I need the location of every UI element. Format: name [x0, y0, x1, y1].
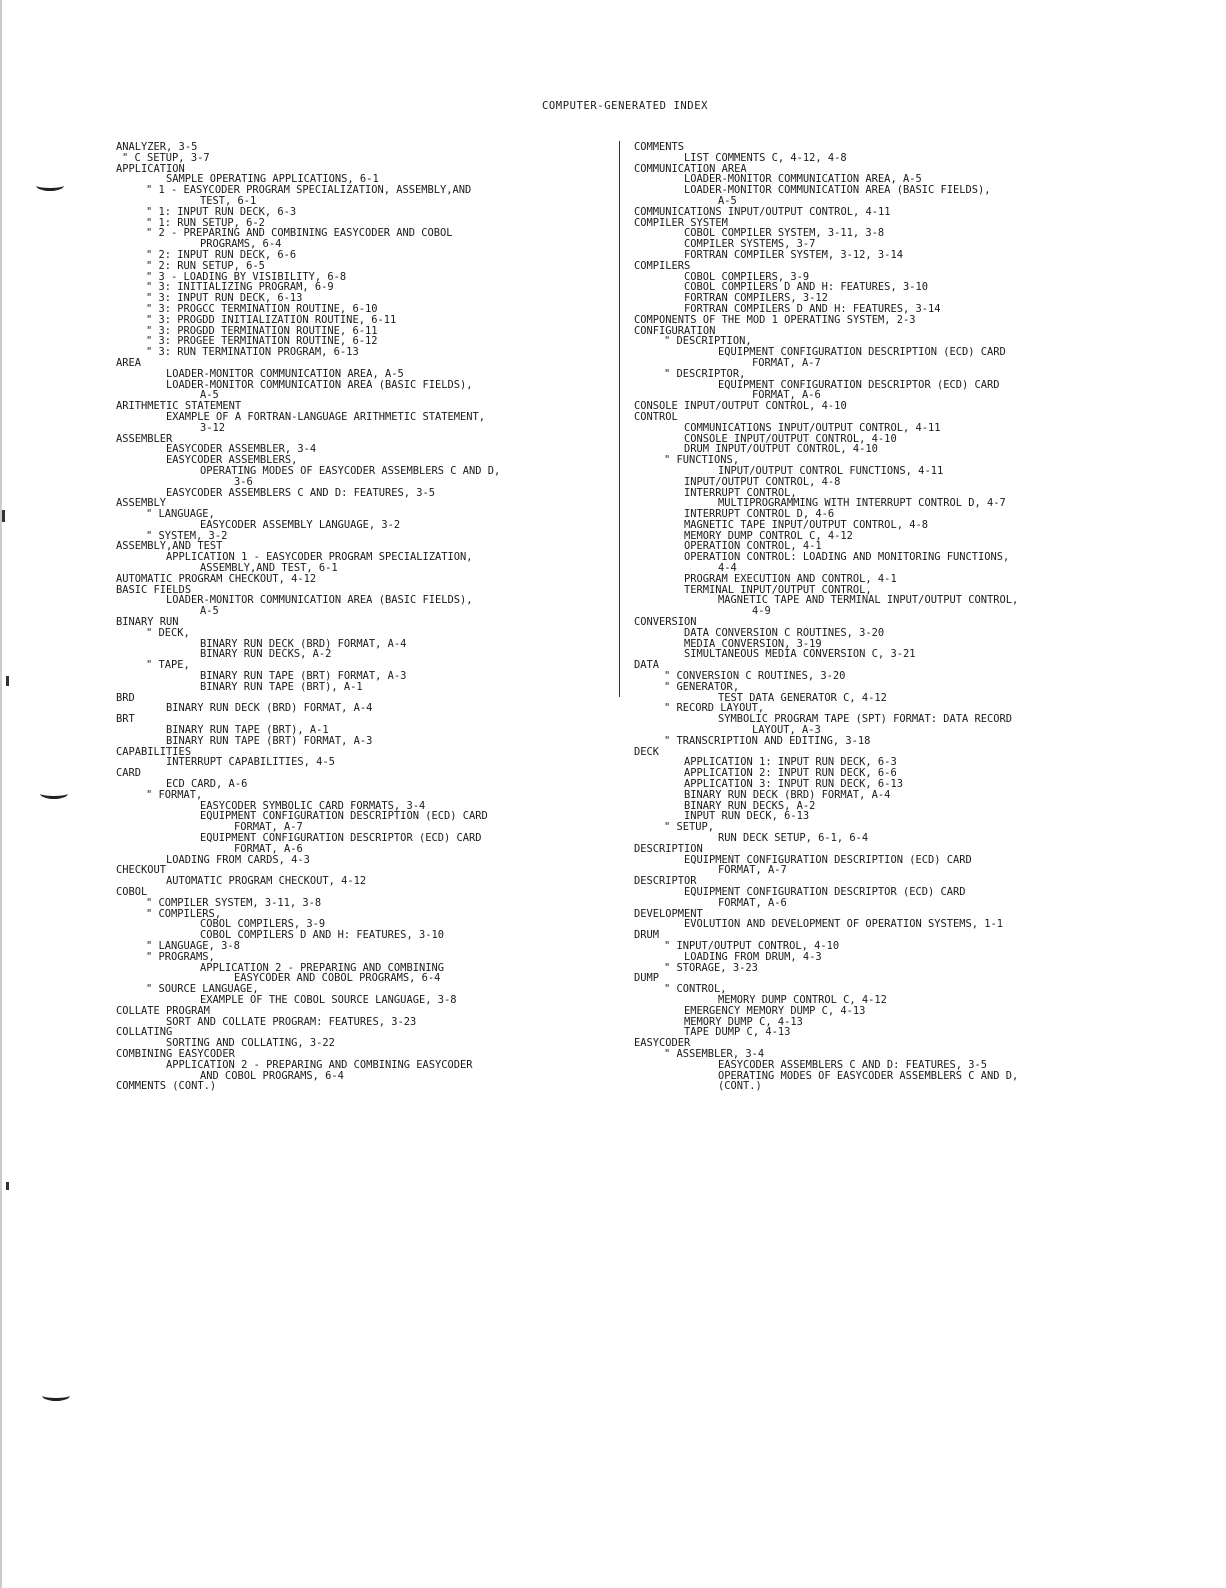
index-entry: MAGNETIC TAPE AND TERMINAL INPUT/OUTPUT CONTROL, — [718, 594, 1019, 607]
index-entry: LOADER-MONITOR COMMUNICATION AREA, A-5 — [684, 173, 922, 186]
index-entry: " FUNCTIONS, — [664, 454, 740, 467]
index-entry: " C SETUP, 3-7 — [122, 151, 210, 164]
index-entry: APPLICATION 2 - PREPARING AND COMBINING EASYCODER — [166, 1058, 473, 1071]
index-entry: " CONTROL, — [664, 983, 727, 996]
index-heading: COMMUNICATIONS INPUT/OUTPUT CONTROL, 4-11 — [634, 205, 891, 218]
index-entry: " 2 - PREPARING AND COMBINING EASYCODER AND COBOL — [146, 227, 453, 240]
index-heading: COMBINING EASYCODER — [116, 1047, 235, 1060]
index-entry: " CONVERSION C ROUTINES, 3-20 — [664, 670, 846, 683]
index-entry: APPLICATION 2 - PREPARING AND COMBINING — [200, 961, 444, 974]
index-entry: COBOL COMPILERS, 3-9 — [200, 918, 326, 931]
index-heading: COLLATE PROGRAM — [116, 1004, 210, 1017]
index-entry: TERMINAL INPUT/OUTPUT CONTROL, — [684, 583, 872, 596]
index-heading: CAPABILITIES — [116, 745, 192, 758]
index-heading: CARD — [116, 767, 142, 780]
index-entry: BINARY RUN TAPE (BRT), A-1 — [200, 680, 363, 693]
index-entry: INTERRUPT CONTROL D, 4-6 — [684, 508, 835, 521]
index-entry: FORMAT, A-7 — [234, 821, 303, 834]
index-heading: COMPONENTS OF THE MOD 1 OPERATING SYSTEM, 2-3 — [634, 313, 916, 326]
index-entry: INPUT/OUTPUT CONTROL FUNCTIONS, 4-11 — [718, 464, 944, 477]
index-entry: " 3: PROGDD TERMINATION ROUTINE, 6-11 — [146, 324, 378, 337]
index-entry: COBOL COMPILERS D AND H: FEATURES, 3-10 — [200, 929, 444, 942]
index-entry: " TAPE, — [146, 659, 190, 672]
index-entry: " STORAGE, 3-23 — [664, 961, 758, 974]
index-entry: LOADER-MONITOR COMMUNICATION AREA (BASIC FIELDS), — [166, 594, 473, 607]
index-entry: EASYCODER ASSEMBLERS C AND D: FEATURES, 3-5 — [166, 486, 435, 499]
index-entry: " DESCRIPTOR, — [664, 367, 746, 380]
index-entry: PROGRAMS, 6-4 — [200, 238, 282, 251]
index-entry: BINARY RUN DECK (BRD) FORMAT, A-4 — [684, 788, 891, 801]
index-entry: EXAMPLE OF A FORTRAN-LANGUAGE ARITHMETIC STATEMENT, — [166, 410, 486, 423]
index-entry: FORTRAN COMPILERS D AND H: FEATURES, 3-14 — [684, 302, 941, 315]
index-entry: " LANGUAGE, — [146, 508, 215, 521]
index-entry: SYMBOLIC PROGRAM TAPE (SPT) FORMAT: DATA RECORD — [718, 713, 1013, 726]
scan-speck — [2, 510, 5, 522]
index-entry: EASYCODER ASSEMBLER, 3-4 — [166, 443, 317, 456]
index-entry: (CONT.) — [718, 1080, 762, 1093]
index-entry: MEMORY DUMP CONTROL C, 4-12 — [684, 529, 853, 542]
index-heading: CONFIGURATION — [634, 324, 716, 337]
index-entry: OPERATING MODES OF EASYCODER ASSEMBLERS C AND D, — [200, 464, 501, 477]
index-entry: BINARY RUN DECKS, A-2 — [684, 799, 816, 812]
index-entry: EMERGENCY MEMORY DUMP C, 4-13 — [684, 1004, 866, 1017]
index-entry: BINARY RUN TAPE (BRT) FORMAT, A-3 — [200, 670, 407, 683]
index-entry: EQUIPMENT CONFIGURATION DESCRIPTOR (ECD) CARD — [684, 885, 966, 898]
index-heading: EASYCODER — [634, 1037, 691, 1050]
index-entry: COBOL COMPILER SYSTEM, 3-11, 3-8 — [684, 227, 885, 240]
index-heading: ANALYZER, 3-5 — [116, 141, 198, 153]
index-entry: " LANGUAGE, 3-8 — [146, 939, 240, 952]
index-entry: OPERATION CONTROL: LOADING AND MONITORING FUNCTIONS, — [684, 551, 1010, 564]
index-entry: INTERRUPT CAPABILITIES, 4-5 — [166, 756, 335, 769]
index-entry: " 1 - EASYCODER PROGRAM SPECIALIZATION, ASSEMBLY,AND — [146, 184, 472, 197]
index-entry: BINARY RUN TAPE (BRT) FORMAT, A-3 — [166, 734, 373, 747]
index-heading: ASSEMBLY — [116, 497, 167, 510]
index-entry: " SYSTEM, 3-2 — [146, 529, 228, 542]
binder-hole-mark — [40, 788, 68, 799]
index-entry: BINARY RUN TAPE (BRT), A-1 — [166, 724, 329, 737]
index-entry: " 3 - LOADING BY VISIBILITY, 6-8 — [146, 270, 347, 283]
index-entry: " 2: RUN SETUP, 6-5 — [146, 259, 265, 272]
index-heading: DATA — [634, 659, 660, 672]
index-entry: EASYCODER ASSEMBLERS C AND D: FEATURES, 3-5 — [718, 1058, 987, 1071]
index-entry: 4-9 — [752, 605, 771, 618]
index-entry: EASYCODER AND COBOL PROGRAMS, 6-4 — [234, 972, 441, 985]
index-entry: RUN DECK SETUP, 6-1, 6-4 — [718, 832, 869, 844]
index-heading: ASSEMBLY,AND TEST — [116, 540, 223, 553]
index-entry: ECD CARD, A-6 — [166, 778, 248, 791]
index-entry: INTERRUPT CONTROL, — [684, 486, 797, 499]
index-entry: 3-12 — [200, 421, 226, 434]
index-entry: BINARY RUN DECKS, A-2 — [200, 648, 332, 661]
index-entry: LOADER-MONITOR COMMUNICATION AREA, A-5 — [166, 367, 404, 380]
index-entry: INPUT/OUTPUT CONTROL, 4-8 — [684, 475, 841, 488]
index-entry: MAGNETIC TAPE INPUT/OUTPUT CONTROL, 4-8 — [684, 518, 928, 531]
scan-edge — [0, 0, 2, 1588]
index-heading: COMPILER SYSTEM — [634, 216, 728, 229]
index-entry: EQUIPMENT CONFIGURATION DESCRIPTOR (ECD) CARD — [200, 832, 482, 844]
index-entry: LOADER-MONITOR COMMUNICATION AREA (BASIC FIELDS), — [166, 378, 473, 391]
index-entry: " SETUP, — [664, 821, 715, 834]
index-entry: COMMUNICATIONS INPUT/OUTPUT CONTROL, 4-11 — [684, 421, 941, 434]
index-heading: BRD — [116, 691, 135, 704]
index-entry: " COMPILER SYSTEM, 3-11, 3-8 — [146, 896, 322, 909]
index-entry: APPLICATION 2: INPUT RUN DECK, 6-6 — [684, 767, 897, 780]
index-entry: SAMPLE OPERATING APPLICATIONS, 6-1 — [166, 173, 379, 186]
index-entry: EQUIPMENT CONFIGURATION DESCRIPTION (ECD) CARD — [200, 810, 488, 823]
index-entry: LIST COMMENTS C, 4-12, 4-8 — [684, 151, 847, 164]
index-heading: BINARY RUN — [116, 616, 179, 629]
index-entry: APPLICATION 1: INPUT RUN DECK, 6-3 — [684, 756, 897, 769]
index-heading: ARITHMETIC STATEMENT — [116, 400, 242, 413]
index-entry: A-5 — [718, 194, 737, 207]
index-entry: MEMORY DUMP CONTROL C, 4-12 — [718, 993, 887, 1006]
index-entry: DRUM INPUT/OUTPUT CONTROL, 4-10 — [684, 443, 878, 456]
index-entry: MEDIA CONVERSION, 3-19 — [684, 637, 822, 650]
index-entry: FORMAT, A-6 — [752, 389, 821, 402]
index-entry: COMPILER SYSTEMS, 3-7 — [684, 238, 816, 251]
index-entry: " DESCRIPTION, — [664, 335, 752, 348]
index-entry: PROGRAM EXECUTION AND CONTROL, 4-1 — [684, 572, 897, 585]
index-heading: APPLICATION — [116, 162, 185, 175]
index-heading: CHECKOUT — [116, 864, 167, 877]
index-heading: CONSOLE INPUT/OUTPUT CONTROL, 4-10 — [634, 400, 847, 413]
index-heading: CONVERSION — [634, 616, 697, 629]
scan-speck — [6, 676, 9, 686]
binder-hole-mark — [36, 180, 64, 191]
scan-speck — [6, 1182, 9, 1190]
index-heading: COBOL — [116, 885, 148, 898]
binder-hole-mark — [42, 1390, 70, 1401]
index-entry: FORMAT, A-6 — [234, 842, 303, 855]
index-heading: AUTOMATIC PROGRAM CHECKOUT, 4-12 — [116, 572, 317, 585]
index-entry: " 2: INPUT RUN DECK, 6-6 — [146, 248, 297, 261]
index-entry: FORTRAN COMPILERS, 3-12 — [684, 292, 828, 305]
index-heading: COLLATING — [116, 1026, 173, 1039]
index-heading: DUMP — [634, 972, 660, 985]
index-entry: FORTRAN COMPILER SYSTEM, 3-12, 3-14 — [684, 248, 903, 261]
index-entry: EQUIPMENT CONFIGURATION DESCRIPTOR (ECD) CARD — [718, 378, 1000, 391]
index-column-left — [116, 142, 616, 1092]
index-entry: CONSOLE INPUT/OUTPUT CONTROL, 4-10 — [684, 432, 897, 445]
index-heading: BASIC FIELDS — [116, 583, 192, 596]
column-divider — [619, 141, 620, 697]
index-entry: A-5 — [200, 389, 219, 402]
index-entry: OPERATION CONTROL, 4-1 — [684, 540, 822, 553]
page-title: COMPUTER-GENERATED INDEX — [541, 100, 709, 112]
index-entry: BINARY RUN DECK (BRD) FORMAT, A-4 — [200, 637, 407, 650]
index-column-right — [634, 142, 1194, 1092]
index-entry: FORMAT, A-6 — [718, 896, 787, 909]
index-heading: COMMENTS (CONT.) — [116, 1080, 217, 1093]
index-entry: EQUIPMENT CONFIGURATION DESCRIPTION (ECD) CARD — [684, 853, 972, 866]
index-heading: COMMENTS — [634, 141, 685, 153]
index-entry: AUTOMATIC PROGRAM CHECKOUT, 4-12 — [166, 875, 367, 888]
index-entry: APPLICATION 1 - EASYCODER PROGRAM SPECIALIZATION, — [166, 551, 473, 564]
index-entry: EASYCODER ASSEMBLY LANGUAGE, 3-2 — [200, 518, 401, 531]
index-entry: " FORMAT, — [146, 788, 203, 801]
index-entry: " 3: PROGDD INITIALIZATION ROUTINE, 6-11 — [146, 313, 397, 326]
index-entry: EQUIPMENT CONFIGURATION DESCRIPTION (ECD) CARD — [718, 346, 1006, 359]
index-entry: " 3: PROGCC TERMINATION ROUTINE, 6-10 — [146, 302, 378, 315]
index-entry: AND COBOL PROGRAMS, 6-4 — [200, 1069, 344, 1082]
index-heading: CONTROL — [634, 410, 678, 423]
index-entry: COBOL COMPILERS D AND H: FEATURES, 3-10 — [684, 281, 928, 294]
index-entry: " COMPILERS, — [146, 907, 222, 920]
index-entry: SORT AND COLLATE PROGRAM: FEATURES, 3-23 — [166, 1015, 417, 1028]
index-entry: TEST DATA GENERATOR C, 4-12 — [718, 691, 887, 704]
index-entry: OPERATING MODES OF EASYCODER ASSEMBLERS C AND D, — [718, 1069, 1019, 1082]
index-entry: LOADING FROM CARDS, 4-3 — [166, 853, 310, 866]
index-entry: " INPUT/OUTPUT CONTROL, 4-10 — [664, 939, 840, 952]
index-entry: " 1: RUN SETUP, 6-2 — [146, 216, 265, 229]
index-entry: EVOLUTION AND DEVELOPMENT OF OPERATION SYSTEMS, 1-1 — [684, 918, 1004, 931]
index-entry: EASYCODER ASSEMBLERS, — [166, 454, 298, 467]
index-heading: BRT — [116, 713, 135, 726]
index-entry: BINARY RUN DECK (BRD) FORMAT, A-4 — [166, 702, 373, 715]
index-entry: " 3: RUN TERMINATION PROGRAM, 6-13 — [146, 346, 359, 359]
index-heading: DESCRIPTION — [634, 842, 703, 855]
index-heading: DECK — [634, 745, 660, 758]
index-heading: COMMUNICATION AREA — [634, 162, 747, 175]
index-entry: SIMULTANEOUS MEDIA CONVERSION C, 3-21 — [684, 648, 916, 661]
index-entry: LOADING FROM DRUM, 4-3 — [684, 950, 822, 963]
index-entry: FORMAT, A-7 — [752, 356, 821, 369]
index-entry: TEST, 6-1 — [200, 194, 257, 207]
index-entry: " PROGRAMS, — [146, 950, 215, 963]
index-entry: " 3: PROGEE TERMINATION ROUTINE, 6-12 — [146, 335, 378, 348]
index-entry: A-5 — [200, 605, 219, 618]
index-entry: " 3: INPUT RUN DECK, 6-13 — [146, 292, 303, 305]
index-entry: TAPE DUMP C, 4-13 — [684, 1026, 791, 1039]
index-heading: AREA — [116, 356, 142, 369]
index-entry: EASYCODER SYMBOLIC CARD FORMATS, 3-4 — [200, 799, 426, 812]
index-entry: " 3: INITIALIZING PROGRAM, 6-9 — [146, 281, 334, 294]
index-entry: LAYOUT, A-3 — [752, 724, 821, 737]
index-entry: " TRANSCRIPTION AND EDITING, 3-18 — [664, 734, 871, 747]
index-entry: MULTIPROGRAMMING WITH INTERRUPT CONTROL D, 4-7 — [718, 497, 1006, 510]
index-entry: 4-4 — [718, 562, 737, 575]
index-entry: SORTING AND COLLATING, 3-22 — [166, 1037, 335, 1050]
index-entry: EXAMPLE OF THE COBOL SOURCE LANGUAGE, 3-8 — [200, 993, 457, 1006]
index-entry: ASSEMBLY,AND TEST, 6-1 — [200, 562, 338, 575]
index-entry: FORMAT, A-7 — [718, 864, 787, 877]
index-entry: " ASSEMBLER, 3-4 — [664, 1047, 765, 1060]
index-entry: " GENERATOR, — [664, 680, 740, 693]
index-entry: " 1: INPUT RUN DECK, 6-3 — [146, 205, 297, 218]
index-heading: DRUM — [634, 929, 660, 942]
index-entry: 3-6 — [234, 475, 253, 488]
index-entry: " SOURCE LANGUAGE, — [146, 983, 259, 996]
index-entry: LOADER-MONITOR COMMUNICATION AREA (BASIC FIELDS), — [684, 184, 991, 197]
index-entry: DATA CONVERSION C ROUTINES, 3-20 — [684, 626, 885, 639]
index-entry: APPLICATION 3: INPUT RUN DECK, 6-13 — [684, 778, 903, 791]
index-heading: ASSEMBLER — [116, 432, 173, 445]
index-entry: MEMORY DUMP C, 4-13 — [684, 1015, 803, 1028]
index-heading: DESCRIPTOR — [634, 875, 697, 888]
index-heading: DEVELOPMENT — [634, 907, 703, 920]
index-entry: COBOL COMPILERS, 3-9 — [684, 270, 810, 283]
index-entry: " RECORD LAYOUT, — [664, 702, 765, 715]
index-entry: INPUT RUN DECK, 6-13 — [684, 810, 810, 823]
index-entry: " DECK, — [146, 626, 190, 639]
index-heading: COMPILERS — [634, 259, 691, 272]
